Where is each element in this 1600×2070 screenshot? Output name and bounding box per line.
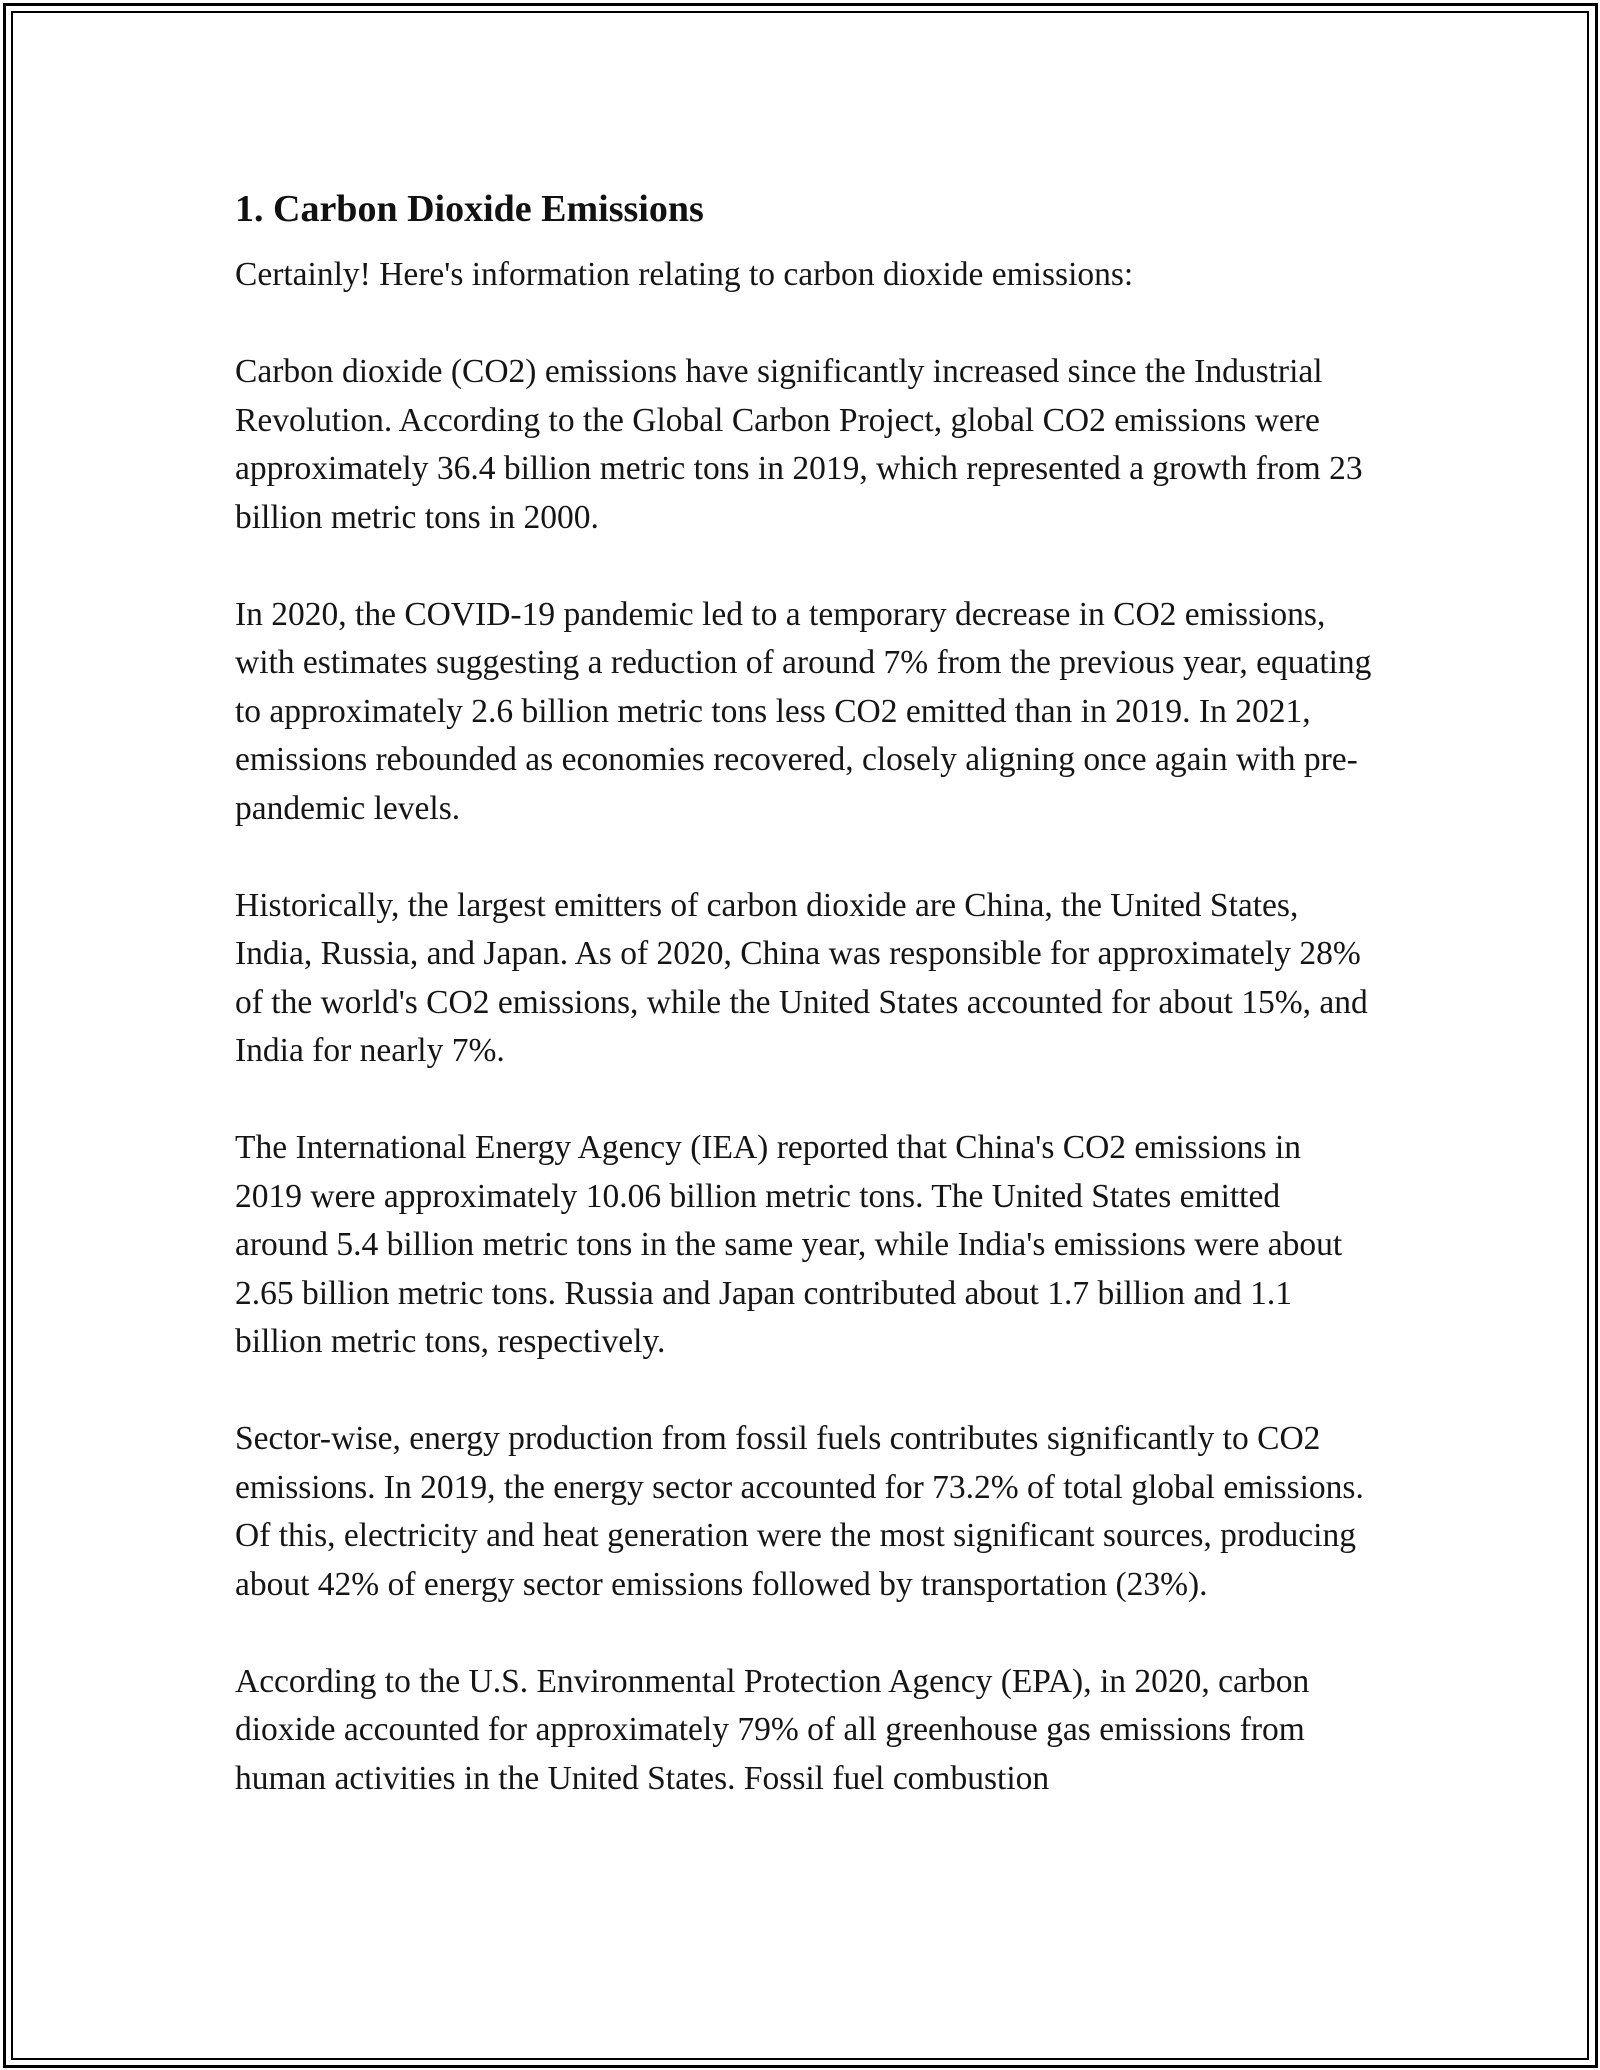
paragraph-covid-impact: In 2020, the COVID-19 pandemic led to a temporary decrease in CO2 emissions, with estimates suggesting a reduction of around 7% from the previous year, equating to approximately 2.6 billion metric tons less CO2 emitted than in 2019. In 2021, emissions rebounded as economies recovered, closely aligning once again with pre-pandemic levels. (235, 595, 1372, 827)
section-title: 1. Carbon Dioxide Emissions (235, 188, 704, 230)
intro-paragraph: Certainly! Here's information relating to carbon dioxide emissions: (235, 256, 1134, 293)
paragraph-epa-us-emissions: According to the U.S. Environmental Protection Agency (EPA), in 2020, carbon dioxide accounted for approximately 79% of all greenhouse gas emissions from human activities in the United States. Fossil fuel combustion (235, 1662, 1310, 1797)
paragraph-iea-country-emissions: The International Energy Agency (IEA) reported that China's CO2 emissions in 2019 were approximately 10.06 billion metric tons. The United States emitted around 5.4 billion metric tons in the same year, while India's emissions were about 2.65 billion metric tons. Russia and Japan contributed about 1.7 billion and 1.1 billion metric tons, respectively. (235, 1129, 1343, 1360)
paragraph-largest-emitters: Historically, the largest emitters of carbon dioxide are China, the United States, India, Russia, and Japan. As of 2020, China was responsible for approximately 28% of the world's CO2 emissions, while the United States accounted for about 15%, and India for nearly 7%. (235, 886, 1368, 1069)
paragraph-sector-emissions: Sector-wise, energy production from fossil fuels contributes significantly to CO2 emissions. In 2019, the energy sector accounted for 73.2% of total global emissions. Of this, electricity and heat generation were the most significant sources, producing about 42% of energy sector emissions followed by transportation (23%). (235, 1420, 1364, 1603)
document-body (235, 185, 1375, 1852)
paragraph-global-emissions: Carbon dioxide (CO2) emissions have significantly increased since the Industrial Revolution. According to the Global Carbon Project, global CO2 emissions were approximately 36.4 billion metric tons in 2019, which represented a growth from 23 billion metric tons in 2000. (235, 353, 1363, 536)
